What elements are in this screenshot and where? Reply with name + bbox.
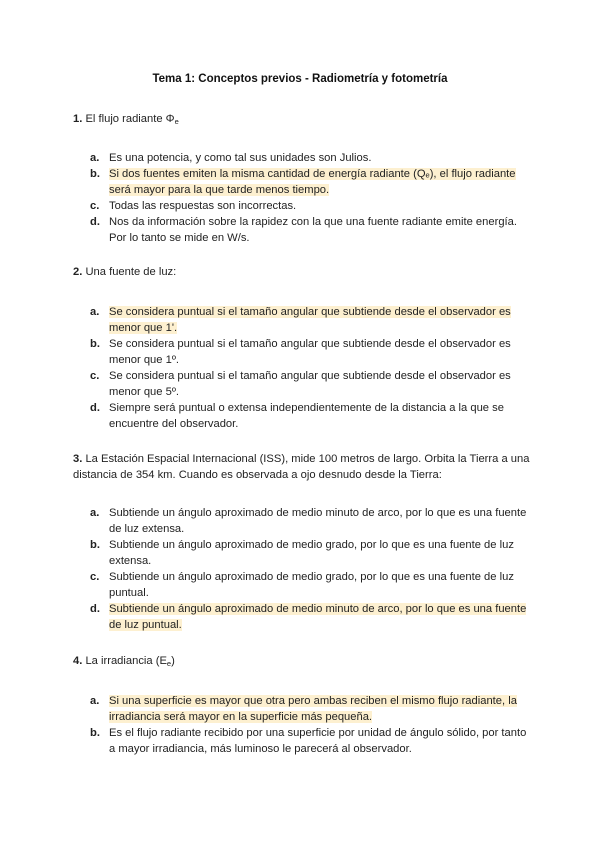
option-text: Se considera puntual si el tamaño angular que subtiende desde el observador es menor que 1º.	[109, 338, 511, 366]
option-1d	[90, 214, 530, 246]
option-3a	[90, 505, 530, 537]
option-2c	[90, 368, 530, 400]
option-1a	[90, 150, 530, 166]
page-title: Tema 1: Conceptos previos - Radiometría y fotometría	[152, 73, 448, 85]
option-text: Es una potencia, y como tal sus unidades son Julios.	[109, 152, 372, 164]
question-text: Una fuente de luz:	[85, 266, 177, 278]
option-text: Se considera puntual si el tamaño angular que subtiende desde el observador es menor que 5º.	[109, 370, 511, 398]
option-1c	[90, 198, 530, 214]
question-text: La irradiancia (E	[85, 655, 167, 667]
option-4a	[90, 693, 530, 725]
option-letter: c.	[90, 571, 100, 583]
option-2d	[90, 400, 530, 432]
question-text-after: )	[171, 655, 175, 667]
option-text-highlighted: Si dos fuentes emiten la misma cantidad de energía radiante (Qₑ), el flujo radiante será mayor para la que tarde menos tiempo.	[109, 168, 516, 196]
question-number: 1.	[73, 113, 83, 125]
option-4b	[90, 725, 530, 757]
option-2a	[90, 304, 530, 336]
options-list-3	[90, 505, 530, 633]
option-letter: c.	[90, 200, 100, 212]
option-letter: d.	[90, 402, 100, 414]
option-text: Subtiende un ángulo aproximado de medio minuto de arco, por lo que es una fuente de luz extensa.	[109, 507, 527, 535]
option-letter: d.	[90, 216, 100, 228]
option-letter: a.	[90, 306, 100, 318]
option-letter: b.	[90, 338, 100, 350]
options-list-4	[90, 693, 530, 757]
option-text: Es el flujo radiante recibido por una superficie por unidad de ángulo sólido, por tanto a mayor irradiancia, más luminoso le parecerá al observador.	[109, 727, 527, 755]
option-letter: a.	[90, 507, 100, 519]
question-text: La Estación Espacial Internacional (ISS), mide 100 metros de largo. Orbita la Tierra a una distancia de 354 km. Cuando es observada a ojo desnudo desde la Tierra:	[73, 453, 530, 481]
option-2b	[90, 336, 530, 368]
option-letter: b.	[90, 168, 100, 180]
question-3	[73, 451, 533, 483]
option-text-highlighted: Se considera puntual si el tamaño angular que subtiende desde el observador es menor que 1'.	[109, 306, 511, 334]
question-2	[73, 264, 533, 280]
option-text: Todas las respuestas son incorrectas.	[109, 200, 297, 212]
option-letter: d.	[90, 603, 100, 615]
options-list-2	[90, 304, 530, 432]
subscript: e	[174, 117, 179, 126]
option-letter: b.	[90, 727, 100, 739]
subscript: e	[166, 659, 172, 668]
option-1b	[90, 166, 530, 198]
option-text: Subtiende un ángulo aproximado de medio grado, por lo que es una fuente de luz extensa.	[109, 539, 514, 567]
option-letter: b.	[90, 539, 100, 551]
option-text: Nos da información sobre la rapidez con la que una fuente radiante emite energía. Por lo tanto se mide en W/s.	[109, 216, 517, 244]
question-4	[73, 653, 533, 669]
question-1	[73, 111, 533, 127]
option-text-highlighted: Si una superficie es mayor que otra pero ambas reciben el mismo flujo radiante, la irradiancia será mayor en la superficie más pequeña.	[109, 695, 517, 723]
question-number: 3.	[73, 453, 83, 465]
option-3b	[90, 537, 530, 569]
option-3c	[90, 569, 530, 601]
option-text-highlighted: Subtiende un ángulo aproximado de medio minuto de arco, por lo que es una fuente de luz puntual.	[109, 603, 527, 631]
question-number: 4.	[73, 655, 83, 667]
question-text: El flujo radiante Φ	[85, 113, 175, 125]
option-text: Subtiende un ángulo aproximado de medio grado, por lo que es una fuente de luz puntual.	[109, 571, 514, 599]
option-3d	[90, 601, 530, 633]
option-text: Siempre será puntual o extensa independientemente de la distancia a la que se encuentre del observador.	[109, 402, 504, 430]
option-letter: a.	[90, 152, 100, 164]
option-letter: a.	[90, 695, 100, 707]
question-number: 2.	[73, 266, 83, 278]
option-letter: c.	[90, 370, 100, 382]
options-list-1	[90, 150, 530, 246]
